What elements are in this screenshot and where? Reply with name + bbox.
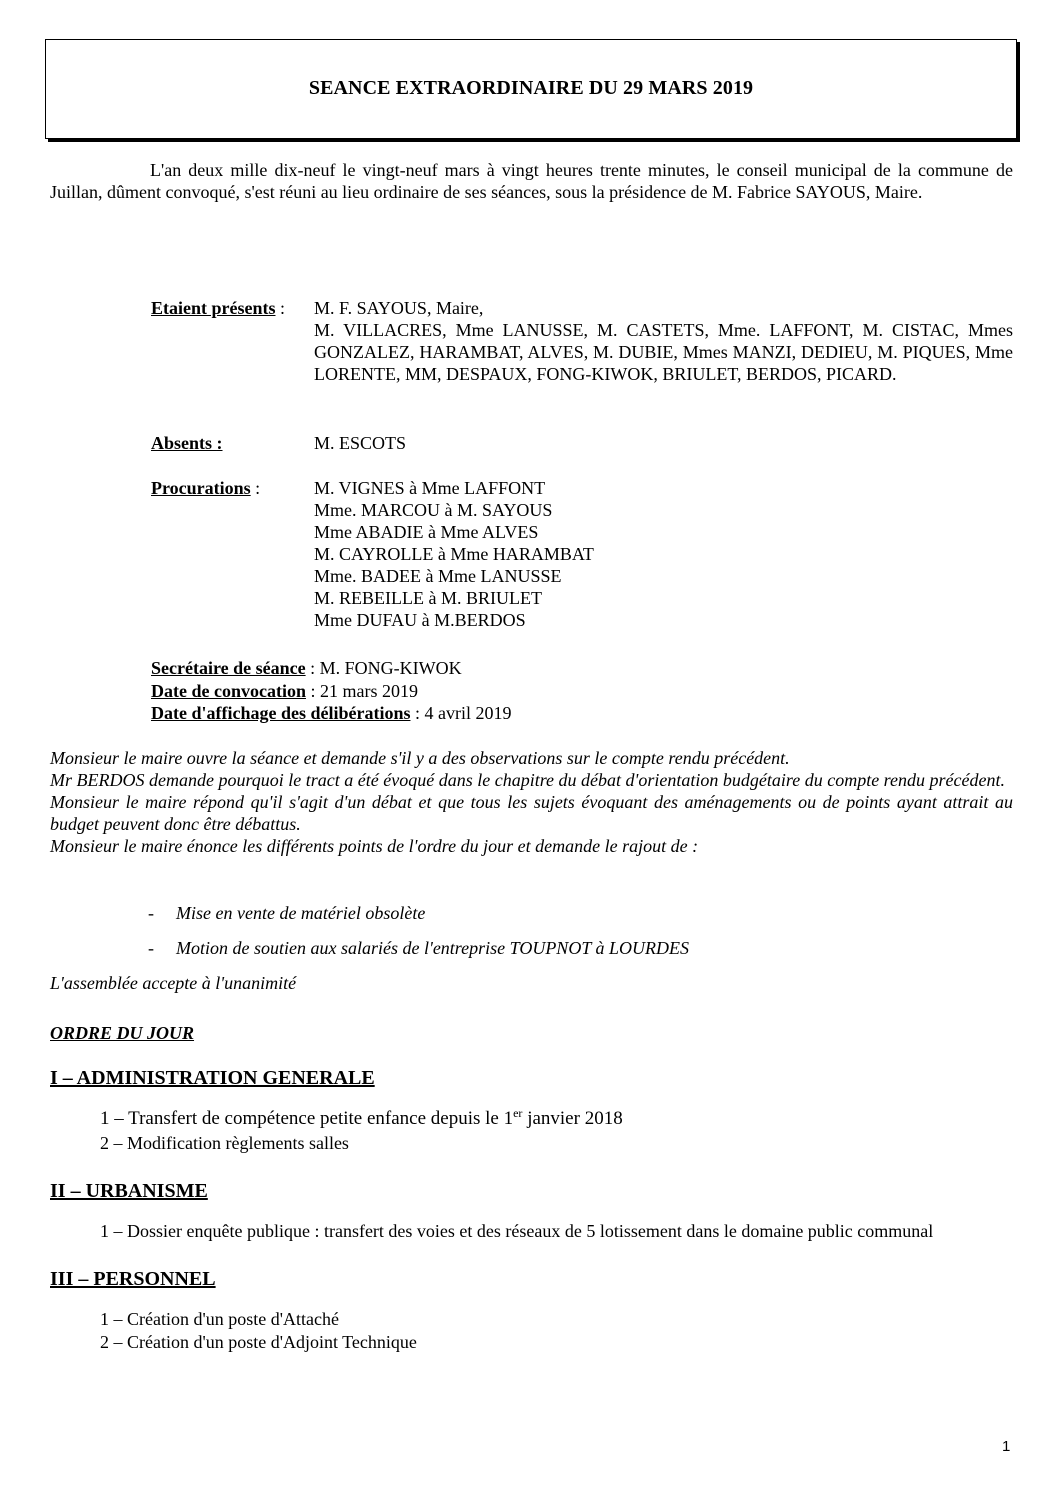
list-item: Mme. MARCOU à M. SAYOUS bbox=[314, 500, 553, 520]
secretary-line bbox=[151, 657, 462, 679]
agenda-item-text: 2 – Création d'un poste d'Adjoint Technique bbox=[100, 1332, 417, 1352]
convocation-line bbox=[151, 680, 418, 702]
agenda-item bbox=[100, 1308, 339, 1330]
agenda-item-sup: er bbox=[513, 1106, 523, 1120]
agenda-item-text: 1 – Transfert de compétence petite enfance depuis le 1 bbox=[100, 1108, 514, 1129]
list-item: Mme ABADIE à Mme ALVES bbox=[314, 522, 539, 542]
convocation-value: : 21 mars 2019 bbox=[305, 681, 418, 701]
discussion bbox=[50, 747, 1013, 857]
present-rest: M. VILLACRES, Mme LANUSSE, M. CASTETS, Mme. LAFFONT, M. CISTAC, Mmes GONZALEZ, HARAMBAT, ALVES, M. DUBIE, Mmes MANZI, DEDIEU, M. PIQUES, Mme LORENTE, MM, DESPAUX, FONG-KIWOK, BRIULET, BERDOS, PICARD. bbox=[314, 320, 1013, 384]
present-row bbox=[151, 297, 1013, 385]
title-box bbox=[45, 39, 1017, 139]
bullet-item bbox=[148, 937, 689, 959]
discussion-paragraph: Mr BERDOS demande pourquoi le tract a été évoqué dans le chapitre du débat d'orientation budgétaire du compte rendu précédent. bbox=[50, 770, 1005, 790]
present-first: M. F. SAYOUS, Maire, bbox=[314, 298, 484, 318]
absent-label: Absents bbox=[151, 433, 217, 453]
posting-line bbox=[151, 702, 511, 724]
agenda-heading: ORDRE DU JOUR bbox=[50, 1023, 195, 1043]
agenda-item bbox=[100, 1220, 933, 1242]
absent-value: M. ESCOTS bbox=[314, 433, 407, 453]
bullet-item bbox=[148, 902, 425, 924]
list-item: Mme DUFAU à M.BERDOS bbox=[314, 610, 526, 630]
discussion-paragraph: Monsieur le maire répond qu'il s'agit d'un débat et que tous les sujets évoquant des aménagements ou de points ayant attrait au budget peuvent donc être débattus. bbox=[50, 792, 1013, 834]
secretary-value: : M. FONG-KIWOK bbox=[305, 658, 462, 678]
proxy-row bbox=[151, 477, 1013, 631]
agenda-item-text: 1 – Dossier enquête publique : transfert des voies et des réseaux de 5 lotissement dans le domaine public communal bbox=[100, 1221, 934, 1241]
absent-sep: : bbox=[216, 433, 223, 453]
conclusion: L'assemblée accepte à l'unanimité bbox=[50, 973, 297, 993]
section-title: II – URBANISME bbox=[50, 1180, 208, 1202]
agenda-item bbox=[100, 1331, 417, 1353]
present-label: Etaient présents bbox=[151, 298, 276, 318]
secretary-label: Secrétaire de séance bbox=[151, 658, 306, 678]
posting-value: : 4 avril 2019 bbox=[410, 703, 512, 723]
page-number: 1 bbox=[1002, 1438, 1011, 1455]
proxy-label: Procurations bbox=[151, 478, 251, 498]
posting-label: Date d'affichage des délibérations bbox=[151, 703, 411, 723]
agenda-item bbox=[100, 1108, 623, 1130]
bullet-text: Mise en vente de matériel obsolète bbox=[176, 903, 426, 923]
agenda-item-text: 1 – Création d'un poste d'Attaché bbox=[100, 1309, 339, 1329]
agenda-item-text: 2 – Modification règlements salles bbox=[100, 1133, 349, 1153]
list-item: M. VIGNES à Mme LAFFONT bbox=[314, 478, 546, 498]
bullet-dash: - bbox=[148, 903, 154, 923]
proxy-sep: : bbox=[250, 478, 261, 498]
convocation-label: Date de convocation bbox=[151, 681, 306, 701]
section-title: I – ADMINISTRATION GENERALE bbox=[50, 1067, 375, 1089]
absent-row bbox=[151, 432, 1013, 454]
intro-paragraph: L'an deux mille dix-neuf le vingt-neuf mars à vingt heures trente minutes, le conseil municipal de la commune de Juillan, dûment convoqué, s'est réuni au lieu ordinaire de ses séances, sous la présidence de M. Fabrice SAYOUS, Maire. bbox=[50, 160, 1013, 202]
discussion-paragraph: Monsieur le maire ouvre la séance et demande s'il y a des observations sur le compte rendu précédent. bbox=[50, 748, 790, 768]
list-item: M. REBEILLE à M. BRIULET bbox=[314, 588, 542, 608]
list-item: Mme. BADEE à Mme LANUSSE bbox=[314, 566, 562, 586]
agenda-item bbox=[100, 1132, 349, 1154]
list-item: M. CAYROLLE à Mme HARAMBAT bbox=[314, 544, 594, 564]
agenda-item-text-end: janvier 2018 bbox=[522, 1108, 623, 1129]
bullet-dash: - bbox=[148, 938, 154, 958]
bullet-text: Motion de soutien aux salariés de l'entreprise TOUPNOT à LOURDES bbox=[176, 938, 689, 958]
discussion-paragraph: Monsieur le maire énonce les différents points de l'ordre du jour et demande le rajout de : bbox=[50, 836, 699, 856]
section-title: III – PERSONNEL bbox=[50, 1268, 216, 1290]
page-title: SEANCE EXTRAORDINAIRE DU 29 MARS 2019 bbox=[308, 77, 754, 99]
proxy-list bbox=[314, 477, 1013, 631]
present-sep: : bbox=[275, 298, 286, 318]
